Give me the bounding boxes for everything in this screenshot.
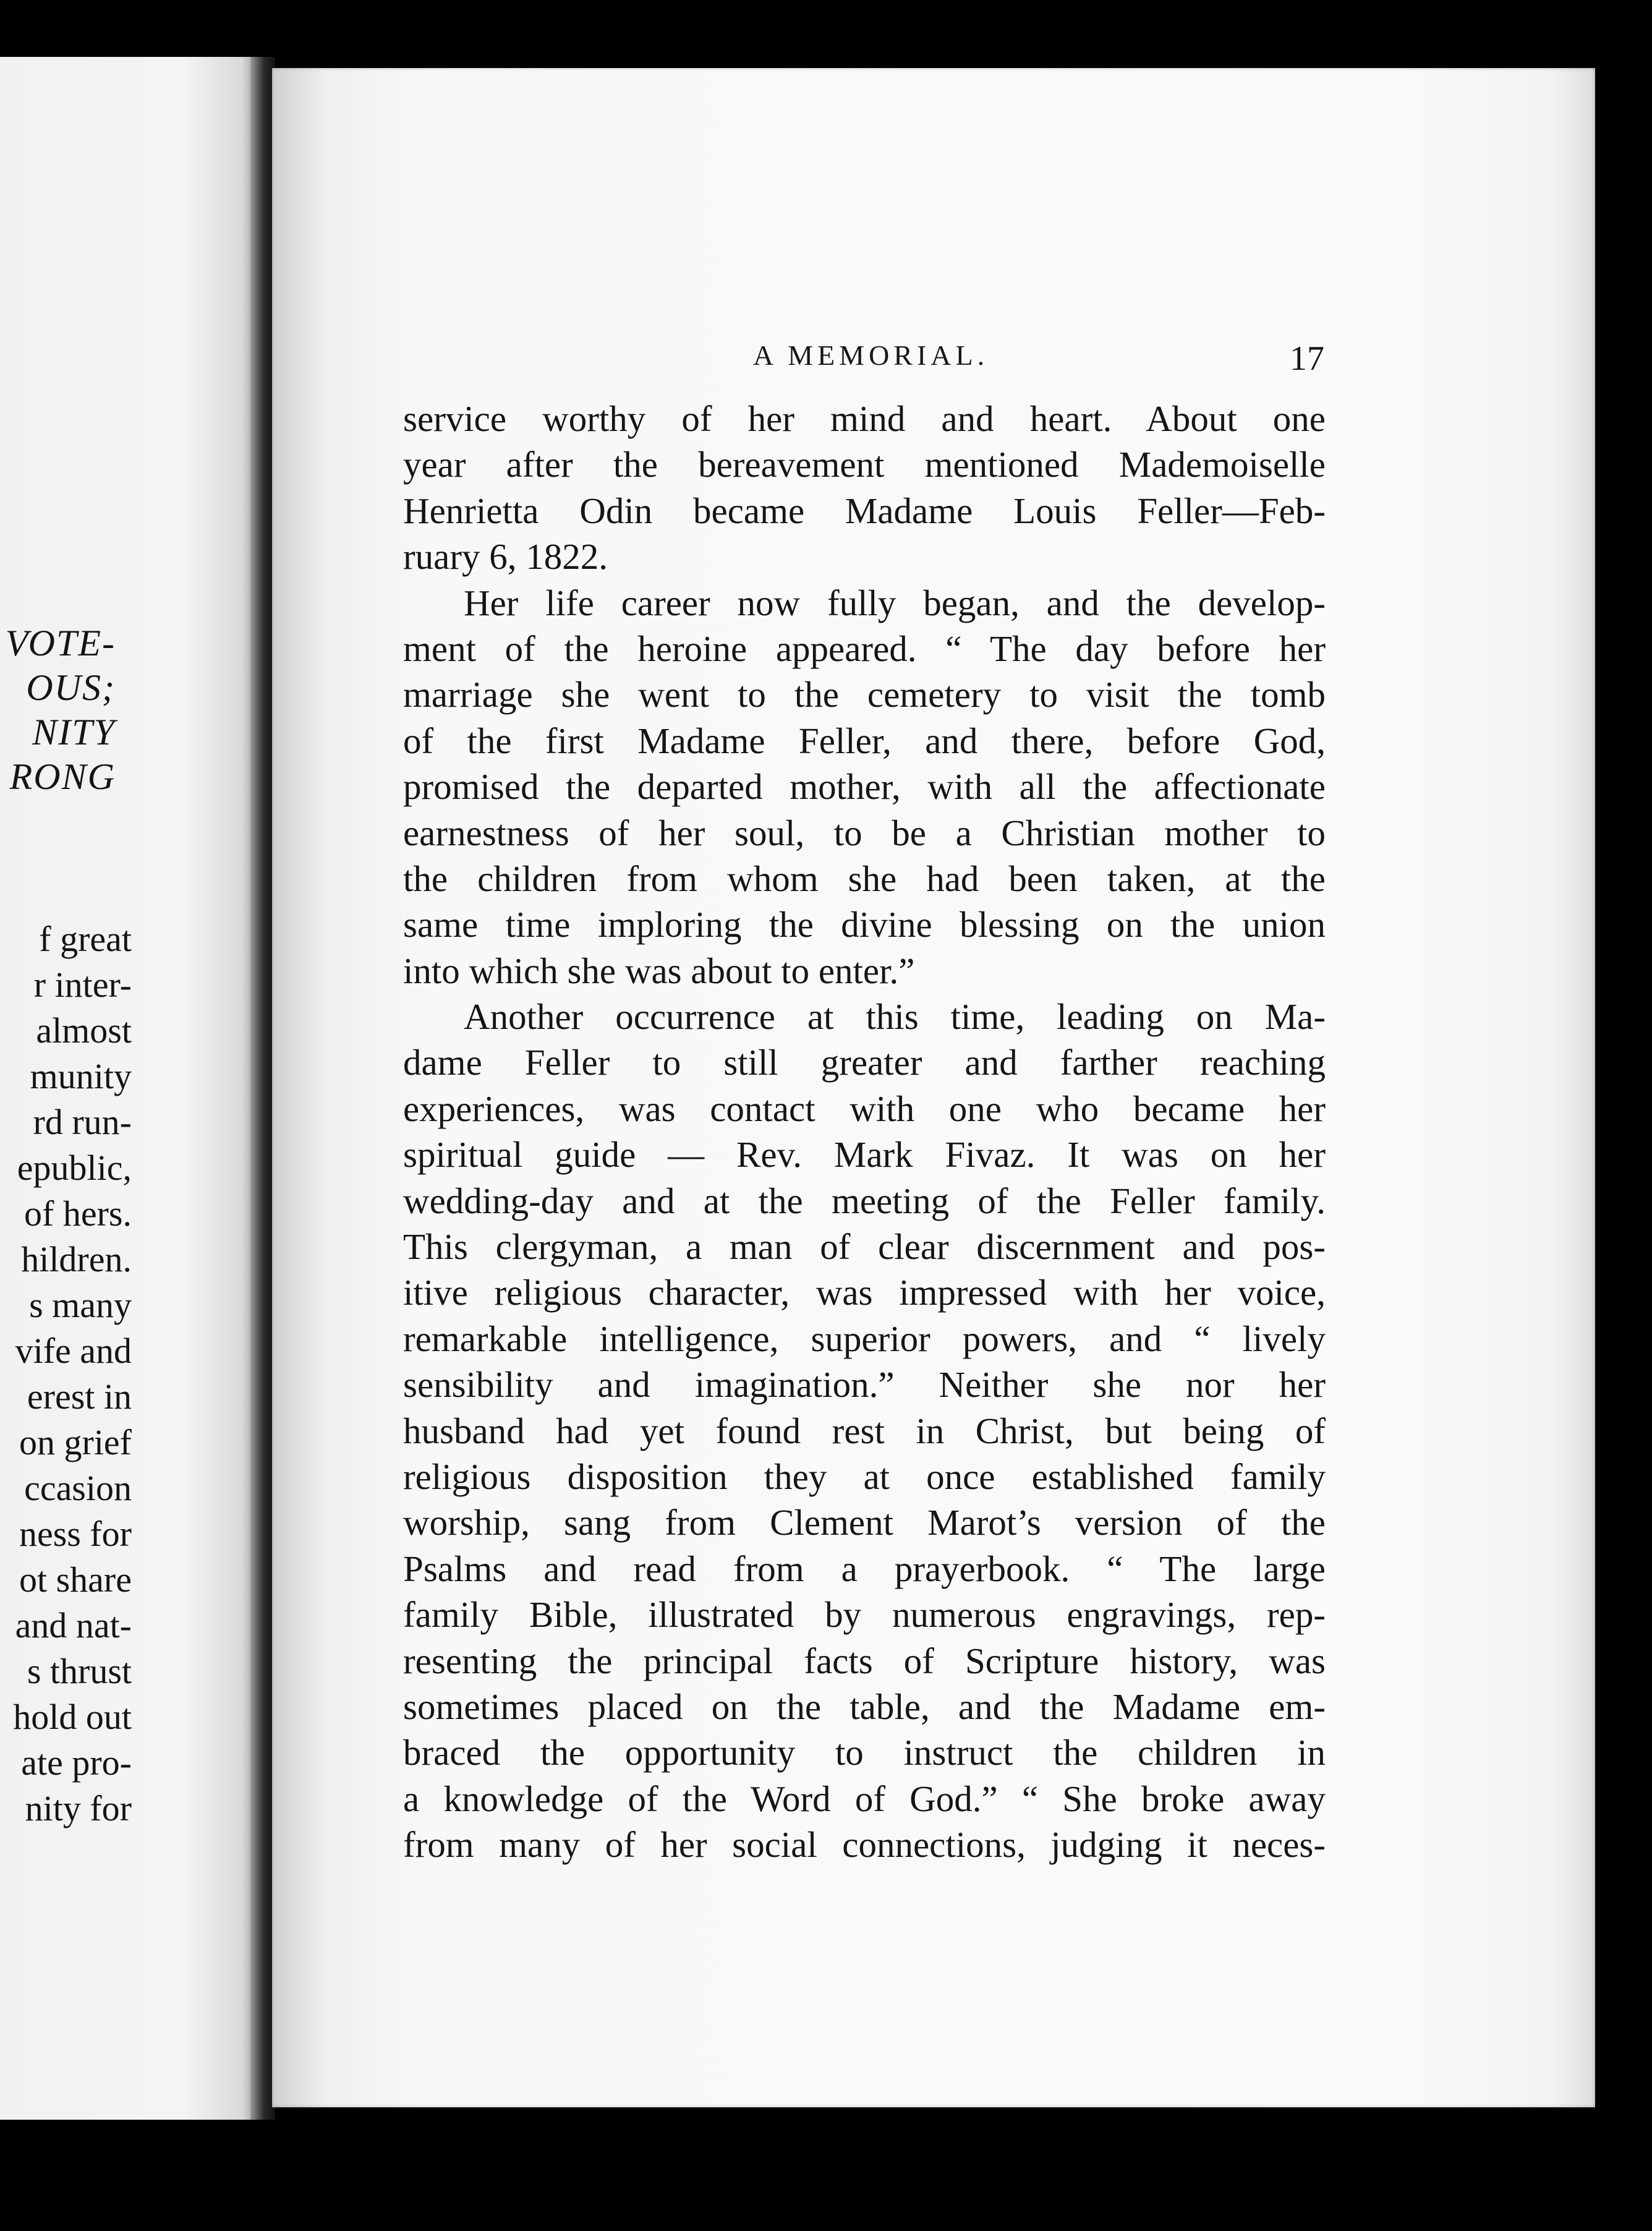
text-line: sensibility and imagination.” Neither she nor her — [403, 1364, 1326, 1406]
text-line: into which she was about to enter.” — [403, 950, 915, 991]
text-line: Another occurrence at this time, leading on Ma- — [464, 996, 1326, 1038]
left-heading-line: VOTE- — [5, 623, 116, 663]
left-heading-line: OUS; — [26, 667, 116, 708]
text-line: ruary 6, 1822. — [403, 536, 608, 578]
text-line: Henrietta Odin became Madame Louis Feller—Feb- — [403, 490, 1326, 531]
left-text-line: hildren. — [21, 1239, 132, 1279]
left-text-line: ccasion — [24, 1468, 132, 1508]
text-line: marriage she went to the cemetery to visit the tomb — [403, 674, 1326, 715]
left-text-line: on grief — [19, 1422, 132, 1462]
left-text-line: ate pro- — [21, 1743, 132, 1783]
left-heading-line: NITY — [32, 712, 116, 753]
left-page — [0, 57, 263, 2120]
text-line: worship, sang from Clement Marot’s version of the — [403, 1502, 1326, 1543]
text-line: promised the departed mother, with all the affectionate — [403, 766, 1326, 808]
left-text-line: ot share — [19, 1559, 132, 1600]
left-text-line: hold out — [13, 1697, 132, 1737]
text-line: year after the bereavement mentioned Mademoiselle — [403, 444, 1326, 485]
left-text-line: almost — [36, 1010, 132, 1051]
text-line: earnestness of her soul, to be a Christian mother to — [403, 812, 1326, 853]
text-line: same time imploring the divine blessing on the union — [403, 904, 1326, 945]
left-text-line: and nat- — [15, 1605, 132, 1645]
text-line: wedding-day and at the meeting of the Feller family. — [403, 1180, 1326, 1221]
text-line: from many of her social connections, judging it neces- — [403, 1824, 1326, 1866]
left-text-line: epublic, — [17, 1148, 132, 1188]
left-text-line: vife and — [15, 1331, 132, 1371]
text-line: braced the opportunity to instruct the children in — [403, 1732, 1326, 1773]
text-line: family Bible, illustrated by numerous engravings, rep- — [403, 1594, 1326, 1636]
running-head: A MEMORIAL. — [753, 339, 989, 371]
text-line: Psalms and read from a prayerbook. “ The large — [403, 1548, 1326, 1589]
text-line: ment of the heroine appeared. “ The day before her — [403, 628, 1326, 669]
text-line: spiritual guide — Rev. Mark Fivaz. It was on her — [403, 1134, 1326, 1175]
left-text-line: rd run- — [33, 1102, 132, 1142]
text-line: experiences, was contact with one who became her — [403, 1088, 1326, 1129]
text-line: dame Feller to still greater and farther reaching — [403, 1042, 1326, 1083]
text-line: remarkable intelligence, superior powers, and “ lively — [403, 1318, 1326, 1359]
left-text-line: f great — [39, 919, 132, 959]
page-number: 17 — [1290, 339, 1324, 378]
left-text-line: of hers. — [24, 1193, 132, 1234]
left-text-line: r inter- — [33, 965, 132, 1005]
left-heading-line: RONG — [9, 756, 116, 797]
text-line: a knowledge of the Word of God.” “ She broke away — [403, 1778, 1326, 1819]
text-line: religious disposition they at once established family — [403, 1456, 1326, 1497]
left-text-line: ness for — [19, 1514, 132, 1554]
left-text-line: s thrust — [27, 1651, 132, 1691]
text-line: husband had yet found rest in Christ, but being of — [403, 1410, 1326, 1451]
text-line: sometimes placed on the table, and the Madame em- — [403, 1686, 1326, 1727]
text-line: the children from whom she had been taken, at the — [403, 858, 1326, 899]
text-line: This clergyman, a man of clear discernment and pos- — [403, 1226, 1326, 1268]
left-text-line: s many — [29, 1285, 132, 1325]
text-line: of the first Madame Feller, and there, before God, — [403, 720, 1326, 761]
left-text-line: munity — [30, 1056, 132, 1096]
text-line: itive religious character, was impressed with her voice, — [403, 1272, 1326, 1313]
left-text-line: erest in — [27, 1376, 132, 1417]
book-gutter — [250, 57, 275, 2120]
text-line: Her life career now fully began, and the develop- — [464, 582, 1326, 623]
text-line: resenting the principal facts of Scripture history, was — [403, 1640, 1326, 1681]
left-text-line: nity for — [25, 1788, 132, 1828]
text-line: service worthy of her mind and heart. About one — [403, 398, 1326, 439]
body-text — [403, 396, 1326, 1868]
